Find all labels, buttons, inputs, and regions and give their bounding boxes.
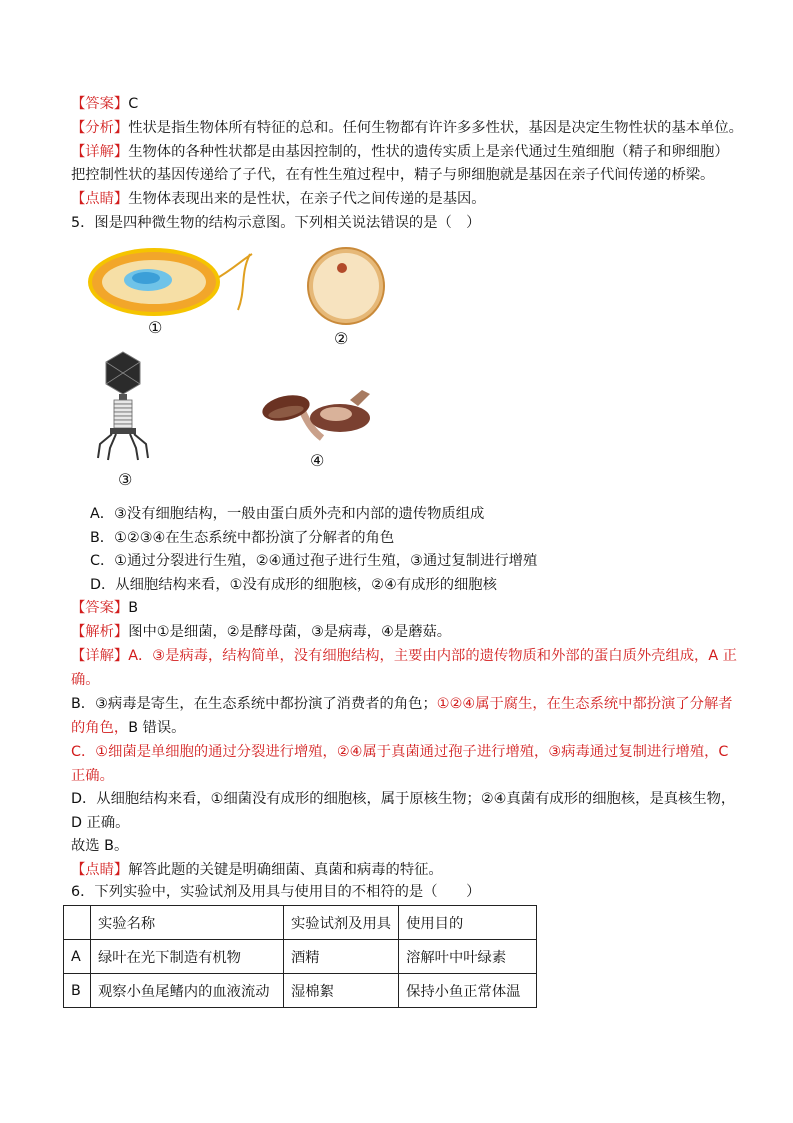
conclusion-line: 故选 B。 — [71, 838, 129, 854]
comment-line-q5: 【点睛】解答此题的关键是明确细菌、真菌和病毒的特征。 — [71, 862, 443, 878]
bacteriophage-illustration — [90, 350, 156, 470]
table-row — [64, 940, 537, 974]
table-header-row — [64, 906, 537, 940]
detail-a-line-1: 【详解】A．③是病毒，结构简单，没有细胞结构，主要由内部的遗传物质和外部的蛋白质外壳组成，A 正 — [71, 648, 737, 664]
detail-line-2: 把控制性状的基因传递给了子代，在有性生殖过程中，精子与卵细胞就是基因在亲子代间传递的桥梁。 — [71, 167, 715, 183]
option-a: A．③没有细胞结构，一般由蛋白质外壳和内部的遗传物质组成 — [90, 506, 485, 522]
table-cell: 湿棉絮 — [284, 974, 399, 1008]
jiexi-line: 【解析】图中①是细菌，②是酵母菌，③是病毒，④是蘑菇。 — [71, 624, 452, 640]
table-cell: 酒精 — [284, 940, 399, 974]
table-cell: 溶解叶中叶绿素 — [399, 940, 537, 974]
table-cell: 绿叶在光下制造有机物 — [91, 940, 284, 974]
option-d: D．从细胞结构来看，①没有成形的细胞核，②④有成形的细胞核 — [90, 577, 497, 593]
table-header-cell: 实验试剂及用具 — [284, 906, 399, 940]
detail-b-line-1: B．③病毒是寄生，在生态系统中都扮演了消费者的角色；①②④属于腐生，在生态系统中都扮演了分解者 — [71, 696, 733, 712]
option-b: B．①②③④在生态系统中都扮演了分解者的角色 — [90, 530, 395, 546]
option-c: C．①通过分裂进行生殖，②④通过孢子进行生殖，③通过复制进行增殖 — [90, 553, 538, 569]
analysis-line: 【分析】性状是指生物体所有特征的总和。任何生物都有许许多多性状，基因是决定生物性状的基本单位。 — [71, 120, 743, 136]
table-header-cell — [64, 906, 91, 940]
figure-label-4: ④ — [310, 451, 325, 470]
detail-a-line-2: 确。 — [71, 672, 100, 688]
detail-b-line-2: 的角色，B 错误。 — [71, 720, 186, 736]
detail-c-line-2: 正确。 — [71, 768, 114, 784]
figure-label-1: ① — [148, 318, 163, 337]
figure-label-3: ③ — [118, 470, 133, 489]
question-6-stem: 6．下列实验中，实验试剂及用具与使用目的不相符的是（ ） — [71, 884, 481, 900]
answer-line-q5: 【答案】B — [71, 600, 138, 616]
comment-line: 【点睛】生物体表现出来的是性状，在亲子代之间传递的是基因。 — [71, 191, 486, 207]
answer-line: 【答案】C — [71, 96, 139, 112]
detail-c-line-1: C．①细菌是单细胞的通过分裂进行增殖，②④属于真菌通过孢子进行增殖，③病毒通过复制进行增殖，C — [71, 744, 729, 760]
table-header-cell: 实验名称 — [91, 906, 284, 940]
experiment-table — [63, 905, 537, 1008]
question-5-stem: 5．图是四种微生物的结构示意图。下列相关说法错误的是（ ） — [71, 215, 481, 231]
detail-line-1: 【详解】生物体的各种性状都是由基因控制的，性状的遗传实质上是亲代通过生殖细胞（精子和卵细胞） — [71, 144, 729, 160]
detail-d-line-2: D 正确。 — [71, 815, 130, 831]
table-row — [64, 974, 537, 1008]
table-cell: A — [64, 940, 91, 974]
bacterium-illustration — [82, 240, 262, 320]
yeast-cell-illustration — [304, 244, 388, 328]
detail-d-line-1: D．从细胞结构来看，①细菌没有成形的细胞核，属于原核生物；②④真菌有成形的细胞核，是真核生物， — [71, 791, 736, 807]
table-cell: 观察小鱼尾鳍内的血液流动 — [91, 974, 284, 1008]
table-header-cell: 使用目的 — [399, 906, 537, 940]
table-cell: B — [64, 974, 91, 1008]
table-cell: 保持小鱼正常体温 — [399, 974, 537, 1008]
mushroom-illustration — [258, 384, 380, 442]
figure-label-2: ② — [334, 329, 349, 348]
